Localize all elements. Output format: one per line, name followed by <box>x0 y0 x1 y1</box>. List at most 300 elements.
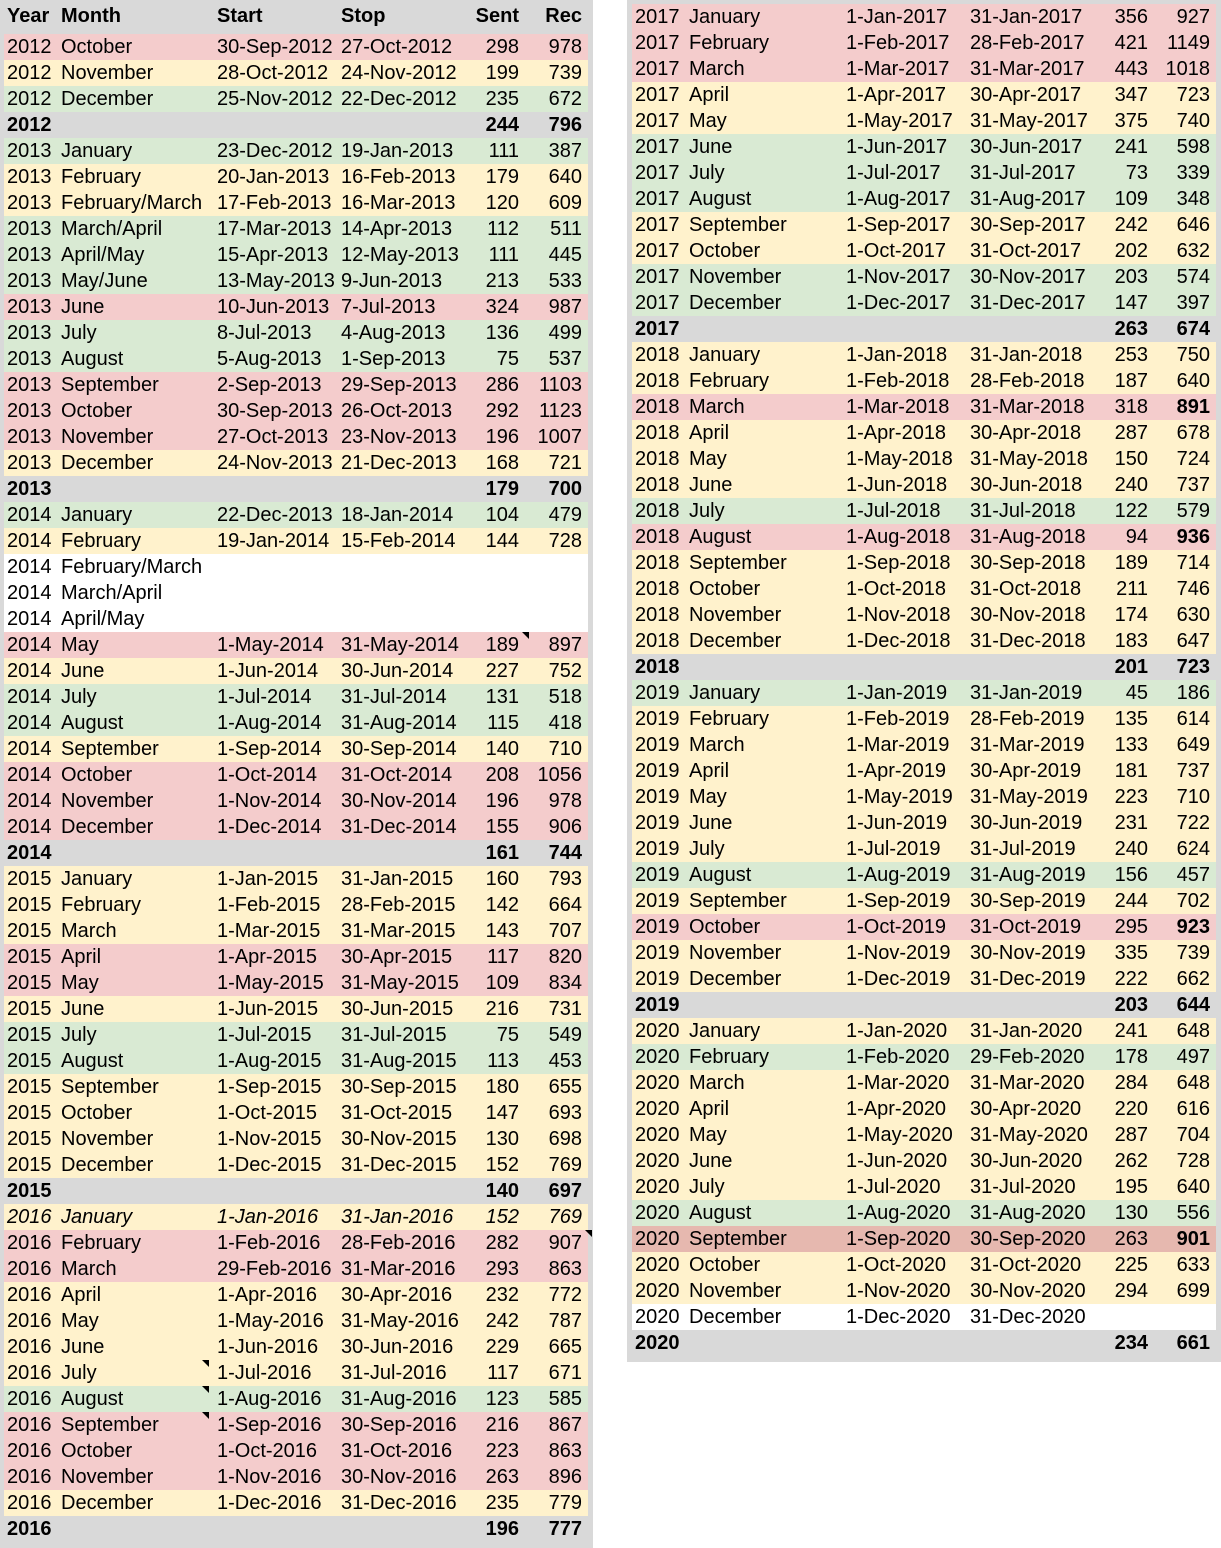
cell-start[interactable]: 5-Aug-2013 <box>217 348 322 370</box>
cell-month[interactable]: January <box>689 1020 761 1042</box>
cell-start[interactable]: 1-Aug-2018 <box>846 526 951 548</box>
cell-start[interactable]: 1-Apr-2016 <box>217 1284 318 1306</box>
cell-year[interactable]: 2015 <box>7 1154 52 1176</box>
cell-year[interactable]: 2014 <box>7 816 52 838</box>
cell-month[interactable]: August <box>61 348 124 370</box>
cell-sent[interactable]: 263 <box>485 1466 519 1488</box>
cell-stop[interactable]: 29-Sep-2013 <box>341 374 457 396</box>
cell-year[interactable]: 2020 <box>635 1176 680 1198</box>
cell-year[interactable]: 2019 <box>635 734 680 756</box>
cell-start[interactable]: 24-Nov-2013 <box>217 452 333 474</box>
cell-month[interactable]: April/May <box>61 244 145 266</box>
cell-rec[interactable]: 697 <box>548 1180 582 1202</box>
cell-month[interactable]: February <box>61 530 142 552</box>
cell-start[interactable]: 1-Jun-2014 <box>217 660 319 682</box>
cell-stop[interactable]: 30-Nov-2019 <box>970 942 1086 964</box>
cell-month[interactable]: March <box>689 396 745 418</box>
cell-stop[interactable]: 30-Jun-2014 <box>341 660 454 682</box>
cell-year[interactable]: 2014 <box>7 738 52 760</box>
cell-year[interactable]: 2013 <box>7 400 52 422</box>
cell-year[interactable]: 2018 <box>635 578 680 600</box>
cell-sent[interactable]: 150 <box>1114 448 1148 470</box>
cell-month[interactable]: January <box>61 504 133 526</box>
cell-month[interactable]: October <box>689 240 761 262</box>
cell-rec[interactable]: 707 <box>548 920 582 942</box>
cell-start[interactable]: 1-Mar-2017 <box>846 58 950 80</box>
cell-start[interactable]: 1-Jul-2015 <box>217 1024 312 1046</box>
cell-stop[interactable]: 30-Sep-2016 <box>341 1414 457 1436</box>
cell-month[interactable]: February <box>61 894 142 916</box>
cell-month[interactable]: August <box>61 712 124 734</box>
cell-rec[interactable]: 348 <box>1176 188 1210 210</box>
cell-month[interactable]: November <box>61 1128 154 1150</box>
cell-year[interactable]: 2015 <box>7 920 52 942</box>
cell-start[interactable]: 1-Oct-2017 <box>846 240 947 262</box>
cell-sent[interactable]: 286 <box>485 374 519 396</box>
cell-month[interactable]: December <box>61 88 154 110</box>
cell-start[interactable]: 27-Oct-2013 <box>217 426 329 448</box>
cell-rec[interactable]: 644 <box>1176 994 1210 1016</box>
cell-rec[interactable]: 1007 <box>537 426 582 448</box>
cell-rec[interactable]: 978 <box>548 36 582 58</box>
cell-sent[interactable]: 208 <box>485 764 519 786</box>
cell-year[interactable]: 2014 <box>7 504 52 526</box>
cell-month[interactable]: January <box>61 1206 133 1228</box>
cell-year[interactable]: 2020 <box>635 1202 680 1224</box>
cell-rec[interactable]: 397 <box>1176 292 1210 314</box>
cell-sent[interactable]: 220 <box>1114 1098 1148 1120</box>
header-start[interactable]: Start <box>217 5 263 27</box>
cell-start[interactable]: 1-Jun-2018 <box>846 474 948 496</box>
cell-stop[interactable]: 31-Aug-2015 <box>341 1050 457 1072</box>
cell-start[interactable]: 1-Nov-2016 <box>217 1466 322 1488</box>
cell-rec[interactable]: 901 <box>1176 1228 1210 1250</box>
cell-month[interactable]: February <box>689 1046 770 1068</box>
cell-rec[interactable]: 772 <box>548 1284 582 1306</box>
cell-month[interactable]: June <box>689 812 733 834</box>
cell-rec[interactable]: 752 <box>548 660 582 682</box>
cell-rec[interactable]: 533 <box>548 270 582 292</box>
cell-year[interactable]: 2015 <box>7 946 52 968</box>
cell-stop[interactable]: 31-Dec-2016 <box>341 1492 457 1514</box>
cell-stop[interactable]: 31-Jan-2017 <box>970 6 1083 28</box>
cell-year[interactable]: 2014 <box>7 582 52 604</box>
cell-year[interactable]: 2020 <box>635 1098 680 1120</box>
cell-month[interactable]: April <box>689 84 730 106</box>
cell-sent[interactable]: 156 <box>1114 864 1148 886</box>
cell-start[interactable]: 1-Dec-2017 <box>846 292 951 314</box>
cell-month[interactable]: May <box>689 786 727 808</box>
cell-year[interactable]: 2018 <box>635 422 680 444</box>
cell-sent[interactable]: 241 <box>1114 1020 1148 1042</box>
cell-rec[interactable]: 672 <box>548 88 582 110</box>
cell-month[interactable]: January <box>689 344 761 366</box>
cell-start[interactable]: 1-Apr-2015 <box>217 946 318 968</box>
cell-month[interactable]: December <box>61 816 154 838</box>
cell-sent[interactable]: 294 <box>1114 1280 1148 1302</box>
cell-start[interactable]: 10-Jun-2013 <box>217 296 330 318</box>
cell-start[interactable]: 1-Jul-2017 <box>846 162 941 184</box>
cell-sent[interactable]: 174 <box>1114 604 1148 626</box>
cell-start[interactable]: 1-Jul-2020 <box>846 1176 941 1198</box>
cell-month[interactable]: July <box>61 1024 97 1046</box>
cell-rec[interactable]: 704 <box>1176 1124 1210 1146</box>
cell-month[interactable]: July <box>689 500 725 522</box>
cell-rec[interactable]: 640 <box>1176 370 1210 392</box>
cell-month[interactable]: November <box>61 426 154 448</box>
cell-start[interactable]: 1-Apr-2020 <box>846 1098 947 1120</box>
cell-rec[interactable]: 186 <box>1176 682 1210 704</box>
cell-stop[interactable]: 30-Nov-2020 <box>970 1280 1086 1302</box>
cell-stop[interactable]: 30-Apr-2018 <box>970 422 1082 444</box>
cell-sent[interactable]: 213 <box>485 270 519 292</box>
cell-start[interactable]: 1-Mar-2015 <box>217 920 321 942</box>
cell-stop[interactable]: 31-Mar-2016 <box>341 1258 456 1280</box>
cell-rec[interactable]: 693 <box>548 1102 582 1124</box>
cell-year[interactable]: 2018 <box>635 630 680 652</box>
cell-rec[interactable]: 834 <box>548 972 582 994</box>
cell-stop[interactable]: 31-Jul-2015 <box>341 1024 447 1046</box>
cell-year[interactable]: 2013 <box>7 348 52 370</box>
cell-year[interactable]: 2019 <box>635 994 680 1016</box>
cell-month[interactable]: March <box>689 1072 745 1094</box>
cell-start[interactable]: 1-Jul-2019 <box>846 838 941 860</box>
cell-stop[interactable]: 30-Sep-2017 <box>970 214 1086 236</box>
cell-month[interactable]: August <box>689 188 752 210</box>
cell-month[interactable]: July <box>61 686 97 708</box>
cell-start[interactable]: 1-Jun-2019 <box>846 812 948 834</box>
cell-start[interactable]: 1-Oct-2018 <box>846 578 947 600</box>
cell-month[interactable]: September <box>689 1228 787 1250</box>
cell-year[interactable]: 2012 <box>7 114 52 136</box>
cell-start[interactable]: 1-Mar-2020 <box>846 1072 950 1094</box>
cell-start[interactable]: 1-Aug-2016 <box>217 1388 322 1410</box>
cell-sent[interactable]: 227 <box>485 660 519 682</box>
cell-start[interactable]: 1-Nov-2015 <box>217 1128 322 1150</box>
cell-stop[interactable]: 31-May-2019 <box>970 786 1088 808</box>
cell-start[interactable]: 13-May-2013 <box>217 270 335 292</box>
cell-year[interactable]: 2020 <box>635 1072 680 1094</box>
cell-start[interactable]: 1-Jan-2017 <box>846 6 948 28</box>
cell-month[interactable]: February <box>61 1232 142 1254</box>
cell-year[interactable]: 2016 <box>7 1232 52 1254</box>
cell-year[interactable]: 2020 <box>635 1254 680 1276</box>
cell-sent[interactable]: 160 <box>485 868 519 890</box>
cell-start[interactable]: 1-Sep-2017 <box>846 214 951 236</box>
cell-sent[interactable]: 178 <box>1114 1046 1148 1068</box>
cell-stop[interactable]: 30-Jun-2016 <box>341 1336 454 1358</box>
cell-year[interactable]: 2013 <box>7 140 52 162</box>
cell-rec[interactable]: 1056 <box>537 764 582 786</box>
comment-indicator-icon[interactable] <box>202 1412 209 1419</box>
cell-year[interactable]: 2019 <box>635 786 680 808</box>
cell-sent[interactable]: 189 <box>485 634 519 656</box>
cell-sent[interactable]: 324 <box>485 296 519 318</box>
cell-start[interactable]: 1-Dec-2018 <box>846 630 951 652</box>
cell-month[interactable]: May <box>61 1310 99 1332</box>
cell-sent[interactable]: 293 <box>485 1258 519 1280</box>
cell-month[interactable]: May <box>689 1124 727 1146</box>
cell-sent[interactable]: 216 <box>485 998 519 1020</box>
cell-sent[interactable]: 112 <box>487 218 519 240</box>
cell-start[interactable]: 17-Feb-2013 <box>217 192 332 214</box>
cell-rec[interactable]: 724 <box>1176 448 1210 470</box>
cell-sent[interactable]: 335 <box>1114 942 1148 964</box>
cell-year[interactable]: 2018 <box>635 500 680 522</box>
cell-stop[interactable]: 30-Sep-2014 <box>341 738 457 760</box>
cell-year[interactable]: 2015 <box>7 868 52 890</box>
cell-month[interactable]: June <box>689 1150 733 1172</box>
cell-rec[interactable]: 746 <box>1176 578 1210 600</box>
cell-year[interactable]: 2017 <box>635 136 680 158</box>
cell-year[interactable]: 2020 <box>635 1124 680 1146</box>
cell-stop[interactable]: 31-Oct-2019 <box>970 916 1082 938</box>
cell-rec[interactable]: 1149 <box>1166 32 1210 54</box>
cell-rec[interactable]: 777 <box>548 1518 582 1540</box>
cell-start[interactable]: 1-May-2016 <box>217 1310 324 1332</box>
cell-month[interactable]: June <box>61 998 105 1020</box>
cell-year[interactable]: 2017 <box>635 84 680 106</box>
cell-stop[interactable]: 30-Apr-2015 <box>341 946 453 968</box>
cell-sent[interactable]: 144 <box>485 530 519 552</box>
cell-rec[interactable]: 700 <box>548 478 582 500</box>
cell-month[interactable]: October <box>61 400 133 422</box>
cell-sent[interactable]: 244 <box>1114 890 1148 912</box>
cell-start[interactable]: 1-Sep-2020 <box>846 1228 951 1250</box>
cell-start[interactable]: 20-Jan-2013 <box>217 166 330 188</box>
cell-start[interactable]: 1-Jun-2020 <box>846 1150 948 1172</box>
cell-stop[interactable]: 28-Feb-2019 <box>970 708 1085 730</box>
cell-sent[interactable]: 117 <box>487 946 519 968</box>
cell-sent[interactable]: 211 <box>1116 578 1148 600</box>
cell-month[interactable]: September <box>689 890 787 912</box>
cell-month[interactable]: December <box>61 1154 154 1176</box>
cell-stop[interactable]: 12-May-2013 <box>341 244 459 266</box>
cell-stop[interactable]: 30-Apr-2020 <box>970 1098 1082 1120</box>
cell-month[interactable]: December <box>61 452 154 474</box>
cell-rec[interactable]: 665 <box>548 1336 582 1358</box>
cell-year[interactable]: 2020 <box>635 1228 680 1250</box>
cell-rec[interactable]: 479 <box>548 504 582 526</box>
cell-rec[interactable]: 387 <box>548 140 582 162</box>
cell-year[interactable]: 2019 <box>635 682 680 704</box>
cell-stop[interactable]: 23-Nov-2013 <box>341 426 457 448</box>
cell-sent[interactable]: 234 <box>1114 1332 1148 1354</box>
cell-month[interactable]: November <box>689 266 782 288</box>
cell-month[interactable]: July <box>61 322 97 344</box>
cell-start[interactable]: 1-Apr-2019 <box>846 760 947 782</box>
cell-year[interactable]: 2012 <box>7 62 52 84</box>
cell-year[interactable]: 2017 <box>635 162 680 184</box>
cell-rec[interactable]: 739 <box>548 62 582 84</box>
cell-stop[interactable]: 31-Jul-2014 <box>341 686 447 708</box>
cell-stop[interactable]: 7-Jul-2013 <box>341 296 436 318</box>
cell-sent[interactable]: 244 <box>485 114 519 136</box>
cell-rec[interactable]: 722 <box>1176 812 1210 834</box>
cell-start[interactable]: 1-Nov-2018 <box>846 604 951 626</box>
cell-month[interactable]: February <box>689 708 770 730</box>
cell-stop[interactable]: 31-Aug-2020 <box>970 1202 1086 1224</box>
cell-rec[interactable]: 787 <box>548 1310 582 1332</box>
cell-rec[interactable]: 579 <box>1176 500 1210 522</box>
cell-year[interactable]: 2014 <box>7 634 52 656</box>
cell-start[interactable]: 1-Feb-2017 <box>846 32 950 54</box>
cell-stop[interactable]: 31-Jul-2017 <box>970 162 1076 184</box>
cell-year[interactable]: 2013 <box>7 374 52 396</box>
cell-sent[interactable]: 75 <box>496 1024 519 1046</box>
cell-rec[interactable]: 923 <box>1176 916 1210 938</box>
cell-month[interactable]: September <box>61 1076 159 1098</box>
cell-rec[interactable]: 728 <box>1176 1150 1210 1172</box>
cell-rec[interactable]: 418 <box>548 712 582 734</box>
cell-rec[interactable]: 661 <box>1176 1332 1210 1354</box>
cell-year[interactable]: 2013 <box>7 452 52 474</box>
cell-year[interactable]: 2019 <box>635 942 680 964</box>
cell-sent[interactable]: 201 <box>1114 656 1148 678</box>
cell-month[interactable]: October <box>689 916 761 938</box>
cell-sent[interactable]: 147 <box>1114 292 1148 314</box>
cell-rec[interactable]: 820 <box>548 946 582 968</box>
cell-stop[interactable]: 31-Oct-2018 <box>970 578 1082 600</box>
cell-month[interactable]: March <box>689 734 745 756</box>
cell-year[interactable]: 2014 <box>7 608 52 630</box>
cell-stop[interactable]: 14-Apr-2013 <box>341 218 453 240</box>
cell-sent[interactable]: 203 <box>1114 994 1148 1016</box>
cell-rec[interactable]: 897 <box>548 634 582 656</box>
cell-year[interactable]: 2015 <box>7 1102 52 1124</box>
cell-rec[interactable]: 891 <box>1176 396 1210 418</box>
cell-stop[interactable]: 30-Jun-2017 <box>970 136 1083 158</box>
cell-start[interactable]: 22-Dec-2013 <box>217 504 333 526</box>
cell-month[interactable]: December <box>61 1492 154 1514</box>
cell-rec[interactable]: 671 <box>548 1362 582 1384</box>
cell-rec[interactable]: 640 <box>1176 1176 1210 1198</box>
cell-stop[interactable]: 30-Apr-2017 <box>970 84 1082 106</box>
cell-start[interactable]: 1-Dec-2016 <box>217 1492 322 1514</box>
cell-rec[interactable]: 863 <box>548 1258 582 1280</box>
cell-sent[interactable]: 295 <box>1114 916 1148 938</box>
cell-sent[interactable]: 292 <box>485 400 519 422</box>
cell-month[interactable]: March <box>61 920 117 942</box>
cell-month[interactable]: October <box>61 36 133 58</box>
cell-sent[interactable]: 235 <box>485 88 519 110</box>
cell-stop[interactable]: 30-Jun-2018 <box>970 474 1083 496</box>
cell-stop[interactable]: 31-May-2020 <box>970 1124 1088 1146</box>
cell-year[interactable]: 2017 <box>635 240 680 262</box>
cell-sent[interactable]: 284 <box>1114 1072 1148 1094</box>
cell-start[interactable]: 30-Sep-2013 <box>217 400 333 422</box>
cell-stop[interactable]: 22-Dec-2012 <box>341 88 457 110</box>
cell-month[interactable]: May <box>61 972 99 994</box>
cell-start[interactable]: 1-May-2019 <box>846 786 953 808</box>
cell-rec[interactable]: 646 <box>1176 214 1210 236</box>
cell-stop[interactable]: 31-Jul-2019 <box>970 838 1076 860</box>
cell-year[interactable]: 2015 <box>7 1050 52 1072</box>
cell-rec[interactable]: 698 <box>548 1128 582 1150</box>
cell-month[interactable]: October <box>61 1440 133 1462</box>
cell-stop[interactable]: 30-Sep-2020 <box>970 1228 1086 1250</box>
cell-sent[interactable]: 196 <box>485 426 519 448</box>
cell-month[interactable]: October <box>689 1254 761 1276</box>
cell-start[interactable]: 29-Feb-2016 <box>217 1258 332 1280</box>
cell-sent[interactable]: 111 <box>488 140 519 162</box>
cell-rec[interactable]: 699 <box>1176 1280 1210 1302</box>
cell-start[interactable]: 1-Feb-2020 <box>846 1046 950 1068</box>
cell-month[interactable]: September <box>61 738 159 760</box>
cell-stop[interactable]: 31-Aug-2014 <box>341 712 457 734</box>
cell-sent[interactable]: 130 <box>485 1128 519 1150</box>
cell-month[interactable]: January <box>61 868 133 890</box>
cell-year[interactable]: 2017 <box>635 214 680 236</box>
cell-stop[interactable]: 19-Jan-2013 <box>341 140 454 162</box>
cell-rec[interactable]: 710 <box>548 738 582 760</box>
cell-rec[interactable]: 907 <box>548 1232 582 1254</box>
cell-stop[interactable]: 4-Aug-2013 <box>341 322 446 344</box>
cell-year[interactable]: 2020 <box>635 1306 680 1328</box>
cell-month[interactable]: April <box>61 1284 102 1306</box>
cell-rec[interactable]: 633 <box>1176 1254 1210 1276</box>
cell-rec[interactable]: 714 <box>1176 552 1210 574</box>
cell-stop[interactable]: 31-Aug-2018 <box>970 526 1086 548</box>
cell-sent[interactable]: 263 <box>1114 318 1148 340</box>
cell-year[interactable]: 2013 <box>7 322 52 344</box>
cell-rec[interactable]: 987 <box>548 296 582 318</box>
cell-stop[interactable]: 15-Feb-2014 <box>341 530 456 552</box>
cell-rec[interactable]: 499 <box>548 322 582 344</box>
cell-rec[interactable]: 649 <box>1176 734 1210 756</box>
cell-year[interactable]: 2016 <box>7 1284 52 1306</box>
cell-stop[interactable]: 31-Aug-2019 <box>970 864 1086 886</box>
cell-rec[interactable]: 896 <box>548 1466 582 1488</box>
cell-year[interactable]: 2014 <box>7 764 52 786</box>
cell-sent[interactable]: 443 <box>1114 58 1148 80</box>
cell-month[interactable]: July <box>689 1176 725 1198</box>
cell-sent[interactable]: 196 <box>485 790 519 812</box>
cell-start[interactable]: 1-Nov-2020 <box>846 1280 951 1302</box>
cell-start[interactable]: 1-May-2014 <box>217 634 324 656</box>
cell-month[interactable]: July <box>689 838 725 860</box>
cell-stop[interactable]: 31-Dec-2017 <box>970 292 1086 314</box>
cell-start[interactable]: 28-Oct-2012 <box>217 62 329 84</box>
cell-rec[interactable]: 936 <box>1176 526 1210 548</box>
cell-start[interactable]: 1-Nov-2014 <box>217 790 322 812</box>
cell-year[interactable]: 2016 <box>7 1258 52 1280</box>
cell-sent[interactable]: 135 <box>1114 708 1148 730</box>
cell-month[interactable]: September <box>61 1414 159 1436</box>
cell-sent[interactable]: 109 <box>485 972 519 994</box>
cell-start[interactable]: 1-Jan-2020 <box>846 1020 948 1042</box>
cell-stop[interactable]: 28-Feb-2015 <box>341 894 456 916</box>
cell-year[interactable]: 2013 <box>7 166 52 188</box>
cell-month[interactable]: August <box>61 1050 124 1072</box>
cell-sent[interactable]: 240 <box>1114 838 1148 860</box>
cell-month[interactable]: August <box>61 1388 124 1410</box>
cell-year[interactable]: 2016 <box>7 1492 52 1514</box>
cell-start[interactable]: 1-Apr-2017 <box>846 84 947 106</box>
cell-sent[interactable]: 142 <box>485 894 519 916</box>
comment-indicator-icon[interactable] <box>202 1386 209 1393</box>
cell-sent[interactable]: 136 <box>485 322 519 344</box>
cell-rec[interactable]: 647 <box>1176 630 1210 652</box>
cell-stop[interactable]: 31-Jan-2015 <box>341 868 454 890</box>
cell-sent[interactable]: 375 <box>1114 110 1148 132</box>
cell-start[interactable]: 1-Feb-2016 <box>217 1232 321 1254</box>
cell-sent[interactable]: 232 <box>485 1284 519 1306</box>
cell-stop[interactable]: 31-May-2018 <box>970 448 1088 470</box>
cell-month[interactable]: August <box>689 1202 752 1224</box>
cell-month[interactable]: February <box>61 166 142 188</box>
cell-year[interactable]: 2013 <box>7 218 52 240</box>
